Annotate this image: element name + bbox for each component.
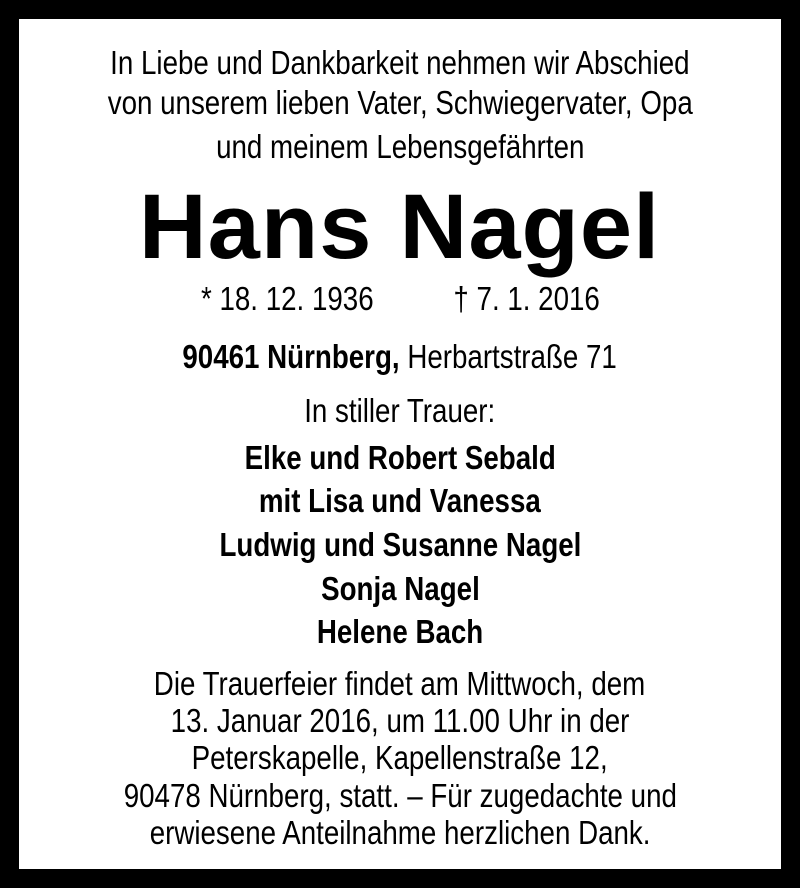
mourning-label-text: In stiller Trauer: — [304, 392, 496, 429]
ceremony-line — [19, 738, 781, 778]
intro-line — [19, 43, 781, 83]
address-street: Herbartstraße 71 — [407, 338, 618, 375]
ceremony-line — [19, 701, 781, 741]
mourner — [19, 481, 781, 521]
intro-line — [19, 83, 781, 123]
notice-body — [19, 19, 781, 869]
mourner-text: Elke und Robert Sebald — [244, 439, 556, 476]
mourner — [19, 612, 781, 652]
ceremony-text: 13. Januar 2016, um 11.00 Uhr in der — [170, 702, 630, 739]
ceremony-text: 90478 Nürnberg, statt. – Für zugedachte und — [123, 777, 677, 814]
life-dates — [19, 279, 781, 319]
ceremony-text: Peterskapelle, Kapellenstraße 12, — [191, 739, 609, 776]
mourner-text: mit Lisa und Vanessa — [259, 482, 541, 519]
intro-text: In Liebe und Dankbarkeit nehmen wir Abschied — [110, 44, 690, 81]
mourner — [19, 438, 781, 478]
address-text — [183, 337, 617, 377]
mourner — [19, 569, 781, 609]
intro-line — [19, 127, 781, 167]
ceremony-line — [19, 776, 781, 816]
mourner-text: Ludwig und Susanne Nagel — [219, 526, 581, 563]
ceremony-line — [19, 813, 781, 853]
intro-text: und meinem Lebensgefährten — [215, 128, 585, 165]
birth-date: * 18. 12. 1936 — [200, 280, 374, 317]
deceased-name — [19, 177, 781, 277]
life-dates-text — [201, 279, 600, 319]
mourning-label — [19, 391, 781, 431]
ceremony-text: erwiesene Anteilnahme herzlichen Dank. — [149, 814, 651, 851]
mourner-text: Sonja Nagel — [320, 570, 480, 607]
mourner-text: Helene Bach — [316, 613, 484, 650]
deceased-name-text: Hans Nagel — [139, 176, 661, 278]
address — [19, 337, 781, 377]
ceremony-text: Die Trauerfeier findet am Mittwoch, dem — [154, 665, 646, 702]
mourner — [19, 525, 781, 565]
ceremony-line — [19, 664, 781, 704]
address-city: 90461 Nürnberg, — [182, 338, 400, 375]
intro-text: von unserem lieben Vater, Schwiegervater, Opa — [107, 84, 693, 121]
death-date: † 7. 1. 2016 — [452, 280, 600, 317]
